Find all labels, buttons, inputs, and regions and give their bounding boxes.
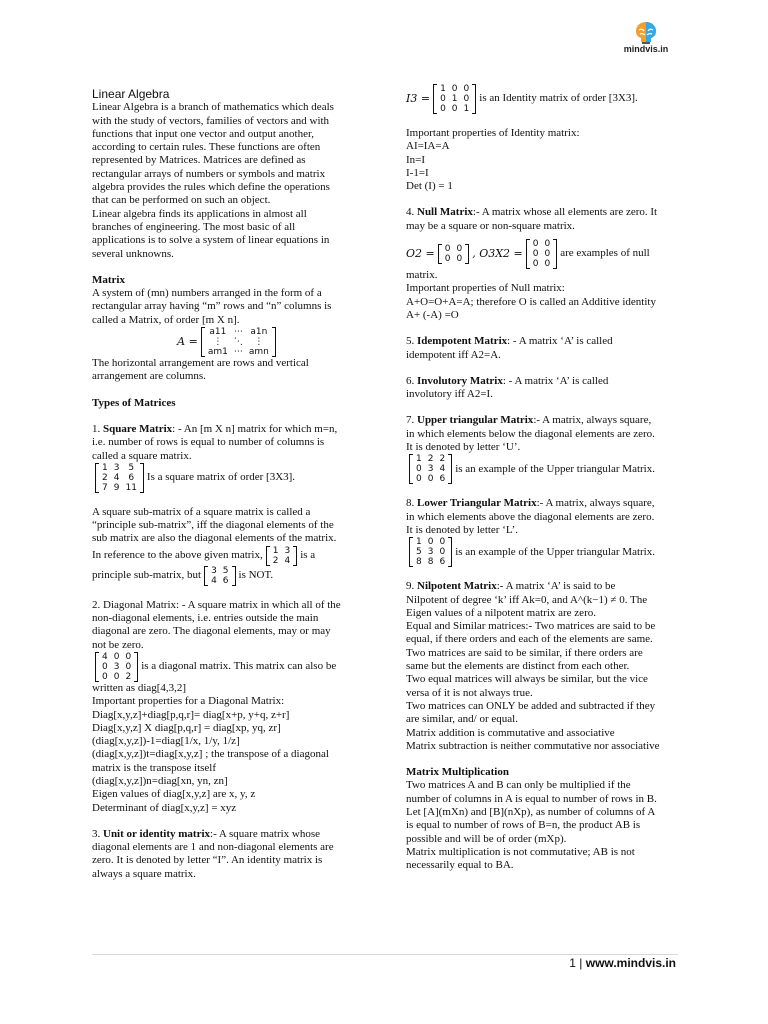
nilpotent-text	[406, 594, 678, 754]
diagonal-properties	[92, 682, 364, 815]
text-line: functions that input one vector and output another,	[92, 127, 314, 140]
text-line: In=I	[406, 153, 426, 166]
idempotent-text	[406, 349, 678, 362]
lower-triangular-text	[406, 511, 678, 538]
submatrix-ref	[266, 546, 297, 566]
matrix-cell: 0	[544, 249, 551, 260]
matrix-cell: 0	[463, 94, 470, 104]
page-number: 1	[569, 956, 576, 970]
matrix-a-label: A =	[177, 335, 198, 349]
identity-properties	[406, 127, 678, 193]
text-line: applications is to solve a system of linear equations in	[92, 234, 330, 247]
matrix-cell: 1	[463, 104, 470, 114]
matrix-cell: 0	[544, 259, 551, 270]
matrix-cell: a1n	[250, 327, 268, 338]
text-line: rectangular arrays of numbers or symbols and matrix	[92, 167, 326, 180]
brand-name: mindvis.in	[623, 44, 669, 54]
matrix-cell: 0	[439, 537, 446, 548]
matrix-cell: 3	[427, 464, 434, 475]
text-line: that can be performed on such an object.	[92, 194, 271, 207]
matrix-cell: 1	[440, 84, 446, 94]
text-line: A square sub-matrix of a square matrix is called a	[92, 505, 311, 518]
matrix-cell: 6	[439, 557, 446, 568]
square-matrix-row	[92, 463, 364, 493]
matrix-cell: 8	[416, 557, 422, 568]
multiplication-heading: Matrix Multiplication	[406, 766, 509, 779]
null-o2-label: O2 =	[406, 247, 435, 261]
matrix-cell: 0	[113, 671, 120, 682]
text-line: rectangular array having “m” rows and “n” columns is	[92, 300, 332, 313]
matrix-cell: 0	[440, 104, 446, 114]
matrix-cell: 4	[284, 555, 291, 566]
matrix-cell: 4	[439, 464, 446, 475]
text-line: Two equal matrices will always be similar, but the vice	[406, 673, 648, 686]
null-o3-label: , O3X2 =	[472, 247, 523, 261]
matrix-cell: 0	[102, 671, 108, 682]
matrix-cell: 1	[416, 537, 422, 548]
text-line: called a Matrix, of order [m X n].	[92, 313, 240, 326]
matrix-cell: ⋯	[233, 347, 243, 358]
matrix-cell: 8	[427, 557, 434, 568]
text-line: (diag[x,y,z])t=diag[x,y,z] ; the transpose of a diagonal	[92, 748, 329, 761]
matrix-cell: 5	[128, 462, 135, 473]
matrix-cell: 5	[222, 565, 229, 576]
text-line: A+ (-A) =O	[406, 308, 459, 321]
submatrix-text	[92, 506, 364, 546]
text-line: i.e. number of rows is equal to number of columns is	[92, 436, 325, 449]
matrix-cell: 1	[451, 94, 458, 104]
involutory-def: 6. Involutory Matrix: - A matrix ‘A’ is called	[406, 374, 609, 387]
identity-caption: is an Identity matrix of order [3X3].	[479, 92, 638, 105]
text-line: in which elements below the diagonal elements are zero.	[406, 427, 655, 440]
text-line: in which elements above the diagonal elements are zero.	[406, 510, 655, 523]
text-line: Eigen values of a nilpotent matrix are zero.	[406, 606, 596, 619]
text-line: always a square matrix.	[92, 867, 196, 880]
text-line: Diag[x,y,z]+diag[p,q,r]= diag[x+p, y+q, z+r]	[92, 708, 290, 721]
text-line: according to certain rules. These functions are often	[92, 141, 321, 154]
text-line: Two matrices are said to be similar, if there orders are	[406, 646, 643, 659]
text-line: Equal and Similar matrices:- Two matrices are said to be	[406, 620, 656, 633]
submatrix-ref-row: In reference to the above given matrix, 1 3 2 4 is a	[92, 545, 316, 566]
matrix-cell: 6	[439, 474, 446, 485]
matrix-cell: 0	[451, 84, 458, 94]
text-line: “principle sub-matrix”, iff the diagonal elements of the	[92, 519, 334, 532]
page-title: Linear Algebra	[92, 87, 170, 101]
diagonal-matrix	[95, 652, 138, 682]
null-caption: are examples of null	[560, 247, 650, 260]
text-line: Det (I) = 1	[406, 180, 453, 193]
diagonal-matrix-row	[92, 652, 364, 682]
matrix-heading: Matrix	[92, 273, 125, 286]
identity-label: I3 =	[406, 92, 431, 106]
upper-triangular-def: 7. Upper triangular Matrix:- A matrix, always square,	[406, 414, 652, 427]
text-line: number of columns in A is equal to number of rows in B.	[406, 792, 657, 805]
text-line: Matrix addition is commutative and associative	[406, 726, 615, 739]
text-line: written as diag[4,3,2]	[92, 681, 187, 694]
matrix-cell: amn	[248, 347, 269, 358]
null-examples-row	[406, 239, 678, 269]
text-line: Matrix multiplication is not commutative; AB is not	[406, 845, 635, 858]
identity-matrix-def: 3. Unit or identity matrix:- A square matrix whose	[92, 827, 321, 840]
text-line: involutory iff A2=I.	[406, 388, 493, 401]
text-line: Linear algebra finds its applications in almost all	[92, 207, 307, 220]
intro-paragraph	[92, 101, 364, 261]
text-line: It is denoted by letter ‘U’.	[406, 441, 521, 454]
lower-matrix-row	[406, 537, 678, 567]
matrix-definition	[92, 287, 364, 327]
matrix-cell: 2	[272, 555, 279, 566]
upper-triangular-text	[406, 428, 678, 455]
text-line: AI=IA=A	[406, 140, 450, 153]
footer-separator: |	[575, 956, 586, 970]
submatrix-not	[204, 566, 235, 586]
matrix-cell: 0	[113, 651, 120, 662]
text-line: non-diagonal elements, i.e. entries outside the main	[92, 612, 319, 625]
text-line: Important properties for a Diagonal Matrix:	[92, 695, 285, 708]
square-matrix	[95, 463, 144, 493]
text-line: Important properties of Identity matrix:	[406, 127, 580, 139]
text-line: idempotent iff A2=A.	[406, 348, 501, 361]
matrix-cell: 0	[544, 239, 551, 250]
matrix-cell: ⋯	[233, 327, 243, 338]
matrix-cell: 0	[456, 244, 463, 255]
text-line: may be a square or non-square matrix.	[406, 219, 575, 232]
matrix-cell: ⋮	[254, 337, 264, 348]
text-line: represented by Matrices. Matrices are defined as	[92, 154, 306, 167]
text-line: not be zero.	[92, 638, 144, 651]
matrix-cell: 0	[125, 661, 132, 672]
text-line: arrangement are columns.	[92, 370, 206, 383]
lower-caption: is an example of the Upper triangular Matrix.	[455, 545, 655, 558]
text-line: equal, if there orders and each of the elements are same.	[406, 633, 653, 646]
text-line: (diag[x,y,z])-1=diag[1/x, 1/y, 1/z]	[92, 735, 240, 748]
lower-triangular-def: 8. Lower Triangular Matrix:- A matrix, always square,	[406, 497, 655, 510]
matrix-cell: 4	[113, 472, 120, 483]
upper-matrix-row	[406, 454, 678, 484]
text-line: Linear Algebra is a branch of mathematics which deals	[92, 101, 334, 114]
diagonal-matrix-def	[92, 599, 364, 652]
matrix-cell: am1	[207, 347, 228, 358]
page-footer	[569, 957, 676, 970]
text-line: (diag[x,y,z])n=diag[xn, yn, zn]	[92, 774, 228, 787]
submatrix-not-row: principle sub-matrix, but 3 5 4 6 is NOT.	[92, 565, 274, 586]
text-line: Important properties of Null matrix:	[406, 282, 565, 295]
text-line: The horizontal arrangement are rows and vertical	[92, 357, 309, 370]
lower-matrix	[409, 537, 452, 567]
text-line: several unknowns.	[92, 247, 174, 260]
matrix-cell: 3	[113, 661, 120, 672]
matrix-cell: 9	[113, 482, 120, 493]
null-properties	[406, 269, 678, 322]
text-line: versa of it is not always true.	[406, 686, 533, 699]
matrix-a	[201, 327, 276, 357]
left-column	[92, 88, 364, 881]
text-line: It is denoted by letter ‘L’.	[406, 523, 519, 536]
text-line: diagonal are zero. The diagonal elements, may or may	[92, 625, 331, 638]
types-heading: Types of Matrices	[92, 396, 176, 409]
square-matrix-def: 1. Square Matrix: - An [m X n] matrix for which m=n,	[92, 422, 338, 435]
matrix-rows-cols	[92, 357, 364, 384]
matrix-cell: 0	[463, 84, 470, 94]
text-line: possible and will be of order (mXp).	[406, 832, 567, 845]
matrix-cell: 3	[427, 547, 434, 558]
text-line: branches of engineering. The most basic of all	[92, 220, 296, 233]
null-o3-matrix	[526, 239, 557, 269]
text-line: with the study of vectors, families of vectors and with	[92, 114, 330, 127]
matrix-cell: a11	[209, 327, 227, 338]
brain-icon	[633, 20, 659, 44]
matrix-cell: ⋱	[233, 337, 243, 348]
involutory-text	[406, 388, 678, 401]
matrix-cell: 0	[416, 474, 422, 485]
matrix-cell: 2	[439, 454, 446, 465]
matrix-cell: 1	[102, 462, 108, 473]
matrix-cell: 4	[211, 575, 217, 586]
text-line: diagonal elements are 1 and non-diagonal elements are	[92, 841, 334, 854]
text-line: Determinant of diag[x,y,z] = xyz	[92, 801, 237, 814]
matrix-cell: 6	[222, 575, 229, 586]
text-line: Two matrices can ONLY be added and subtracted if they	[406, 699, 656, 712]
text-line: matrix.	[406, 269, 438, 282]
matrix-cell: 2	[102, 472, 108, 483]
matrix-cell: 0	[456, 254, 463, 265]
diagonal-matrix-caption: is a diagonal matrix. This matrix can also be	[141, 660, 337, 673]
text-line: 2. Diagonal Matrix: - A square matrix in which all of the	[92, 598, 341, 611]
square-matrix-text	[92, 436, 364, 463]
square-matrix-caption: Is a square matrix of order [3X3].	[146, 471, 296, 484]
null-matrix-def: 4. Null Matrix:- A matrix whose all elements are zero. It	[406, 206, 658, 219]
footer-divider	[92, 954, 678, 955]
matrix-cell: 3	[113, 462, 120, 473]
matrix-cell: 0	[444, 244, 451, 255]
matrix-cell: 2	[125, 671, 132, 682]
idempotent-def: 5. Idempotent Matrix: - A matrix ‘A’ is called	[406, 335, 613, 348]
text-line: are similar, and/ or equal.	[406, 713, 518, 726]
text-line: Matrix subtraction is neither commutative nor associative	[406, 739, 660, 752]
matrix-cell: 3	[211, 565, 217, 576]
nilpotent-def: 9. Nilpotent Matrix:- A matrix ‘A’ is said to be	[406, 580, 616, 593]
matrix-cell: 5	[416, 547, 422, 558]
text-line: called a square matrix.	[92, 449, 192, 462]
matrix-cell: 0	[444, 254, 451, 265]
right-column	[406, 84, 678, 872]
text-line: is equal to number of rows of B=n, the product AB is	[406, 819, 641, 832]
matrix-cell: 0	[451, 104, 458, 114]
matrix-cell: 0	[532, 259, 539, 270]
identity-matrix	[433, 84, 476, 114]
upper-caption: is an example of the Upper triangular Matrix.	[455, 462, 655, 475]
matrix-cell: 0	[532, 249, 539, 260]
footer-site-link[interactable]: www.mindvis.in	[585, 956, 676, 970]
upper-matrix	[409, 454, 452, 484]
matrix-cell: 3	[284, 545, 291, 556]
text-line: matrix is the transpose itself	[92, 761, 217, 774]
text-line: Eigen values of diag[x,y,z] are x, y, z	[92, 788, 256, 801]
text-line: A+O=O+A=A; therefore O is called an Additive identity	[406, 295, 656, 308]
text-line: A system of (mn) numbers arranged in the form of a	[92, 287, 322, 300]
matrix-cell: 0	[427, 537, 434, 548]
matrix-cell: 2	[427, 454, 434, 465]
matrix-cell: 0	[125, 651, 132, 662]
text-line: zero. It is denoted by letter “I”. An identity matrix is	[92, 854, 323, 867]
text-line: Diag[x,y,z] X diag[p,q,r] = diag[xp, yq, zr]	[92, 721, 281, 734]
matrix-cell: 0	[532, 239, 539, 250]
text-line: I-1=I	[406, 166, 429, 179]
matrix-cell: 0	[102, 661, 108, 672]
matrix-cell: 0	[440, 94, 446, 104]
multiplication-text	[406, 779, 678, 872]
text-line: Two matrices A and B can only be multiplied if the	[406, 779, 631, 792]
text-line: Nilpotent of degree ‘k’ iff Ak=0, and A^(k−1) ≠ 0. The	[406, 593, 648, 606]
matrix-cell: 0	[416, 464, 422, 475]
brand-logo	[623, 20, 669, 55]
matrix-cell: 7	[102, 482, 108, 493]
matrix-cell: 0	[427, 474, 434, 485]
text-line: Let [A](mXn) and [B](nXp), as number of columns of A	[406, 805, 656, 818]
text-line: necessarily equal to BA.	[406, 859, 514, 872]
text-line: sub matrix are also the diagonal elements of the matrix.	[92, 532, 337, 545]
identity-row	[406, 84, 678, 114]
text-line: same but the elements are distinct from each other.	[406, 660, 630, 673]
matrix-a-row	[92, 327, 364, 357]
matrix-cell: 4	[102, 651, 108, 662]
matrix-cell: 6	[128, 472, 135, 483]
matrix-cell: 11	[125, 482, 137, 493]
matrix-cell: 0	[439, 547, 446, 558]
identity-matrix-text	[92, 841, 364, 881]
text-line: algebra provides the rules which define the operations	[92, 181, 330, 194]
null-matrix-text	[406, 220, 678, 233]
matrix-cell: 1	[416, 454, 422, 465]
null-o2-matrix	[438, 244, 469, 264]
matrix-cell: 1	[272, 545, 279, 556]
matrix-cell: ⋮	[213, 337, 223, 348]
